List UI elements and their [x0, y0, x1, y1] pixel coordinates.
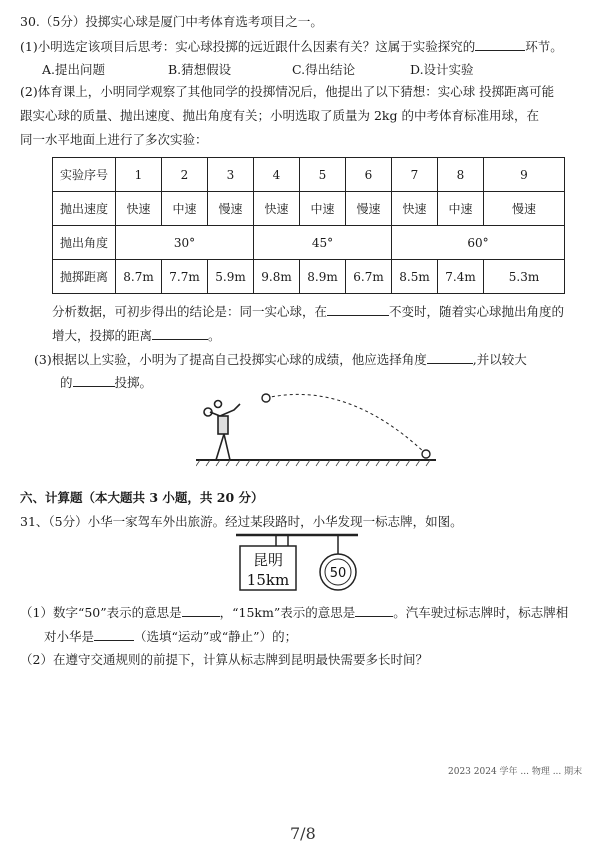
part3-text: 投掷。 [114, 375, 153, 390]
table-row-angle [53, 226, 565, 260]
sign-distance: 15km [246, 571, 290, 589]
table-cell: 3 [208, 158, 254, 192]
section-6-heading: 六、计算题（本大题共 3 小题，共 20 分） [20, 490, 264, 505]
q31-part1-line2 [44, 628, 297, 645]
q30-header: 30.（5分）投掷实心球是厦门中考体育选考项目之一。 [20, 14, 323, 29]
q31-part2: （2）在遵守交通规则的前提下，计算从标志牌到昆明最快需要多长时间？ [20, 652, 428, 667]
q30-part3-line2 [60, 374, 152, 391]
option-d: D.设计实验 [410, 62, 474, 77]
analysis-text: 不变时，随着实心球抛出角度的 [389, 304, 565, 319]
table-cell: 慢速 [346, 192, 392, 226]
ball-throw-illustration [196, 390, 446, 470]
table-cell: 中速 [162, 192, 208, 226]
table-row-distance [53, 260, 565, 294]
table-cell: 45° [254, 226, 392, 260]
sign-speed-limit: 50 [329, 566, 347, 581]
answer-blank[interactable] [152, 327, 208, 340]
answer-blank[interactable] [355, 604, 393, 617]
table-cell: 9.8m [254, 260, 300, 294]
sign-city: 昆明 [252, 551, 284, 569]
q30-part3-line1 [34, 351, 527, 368]
analysis-text: 分析数据，可初步得出的结论是：同一实心球，在 [52, 304, 328, 319]
answer-blank[interactable] [427, 351, 473, 364]
experiment-table [52, 157, 565, 294]
table-cell: 中速 [438, 192, 484, 226]
table-cell: 7.7m [162, 260, 208, 294]
table-cell: 30° [116, 226, 254, 260]
answer-blank[interactable] [475, 38, 525, 51]
q30-analysis-line2 [52, 327, 221, 344]
table-cell: 7.4m [438, 260, 484, 294]
table-cell: 中速 [300, 192, 346, 226]
table-cell: 8.7m [116, 260, 162, 294]
q31-header: 31、（5分）小华一家驾车外出旅游。经过某段路时，小华发现一标志牌，如图。 [20, 514, 463, 529]
table-cell: 2 [162, 158, 208, 192]
q30-part1-text: (1)小明选定该项目后思考：实心球投掷的远近跟什么因素有关？这属于实验探究的 [20, 39, 476, 54]
table-cell: 慢速 [208, 192, 254, 226]
road-sign-illustration [228, 532, 368, 594]
option-b: B.猜想假设 [168, 62, 232, 77]
q31-text: ，“15km”表示的意思是 [219, 605, 356, 620]
answer-blank[interactable] [327, 303, 389, 316]
q31-part1-line1 [20, 604, 568, 621]
option-a: A.提出问题 [42, 62, 106, 77]
table-cell: 9 [484, 158, 565, 192]
thrower-figure [204, 401, 240, 461]
q30-part1-tail: 环节。 [525, 39, 563, 54]
part3-text: (3)根据以上实验，小明为了提高自己投掷实心球的成绩，他应选择角度 [34, 352, 427, 367]
q30-part1 [20, 38, 563, 55]
table-cell: 5.3m [484, 260, 565, 294]
answer-blank[interactable] [182, 604, 220, 617]
table-row-number [53, 158, 565, 192]
table-cell: 快速 [392, 192, 438, 226]
row-label: 抛掷距离 [53, 260, 116, 294]
table-cell: 1 [116, 158, 162, 192]
part3-text: 的 [60, 375, 73, 390]
table-cell: 8 [438, 158, 484, 192]
table-cell: 快速 [254, 192, 300, 226]
q30-part2-line1: (2)体育课上，小明同学观察了其他同学的投掷情况后，他提出了以下猜想：实心球 投掷距离可能 [20, 84, 555, 99]
q31-text: （1）数字“50”表示的意思是 [20, 605, 182, 620]
row-label: 抛出角度 [53, 226, 116, 260]
row-label: 抛出速度 [53, 192, 116, 226]
table-row-speed [53, 192, 565, 226]
q31-text: （选填“运动”或“静止”）的； [134, 629, 298, 644]
q30-part2-line2: 跟实心球的质量、抛出速度、抛出角度有关；小明选取了质量为 2kg 的中考体育标准用球，在 [20, 108, 539, 123]
table-cell: 60° [392, 226, 565, 260]
table-cell: 快速 [116, 192, 162, 226]
page-number: 7/8 [290, 824, 316, 843]
table-cell: 6.7m [346, 260, 392, 294]
answer-blank[interactable] [94, 628, 134, 641]
table-cell: 慢速 [484, 192, 565, 226]
q31-text: 对小华是 [44, 629, 95, 644]
q31-text: 。汽车驶过标志牌时，标志牌相 [393, 605, 569, 620]
table-cell: 8.9m [300, 260, 346, 294]
table-cell: 7 [392, 158, 438, 192]
part3-text: ,并以较大 [472, 352, 527, 367]
analysis-text: 。 [208, 328, 221, 343]
footer-exam-title: 2023 2024 学年 ... 物理 ... 期末 [448, 767, 583, 777]
table-cell: 6 [346, 158, 392, 192]
row-label: 实验序号 [53, 158, 116, 192]
table-cell: 4 [254, 158, 300, 192]
option-c: C.得出结论 [292, 62, 356, 77]
q30-analysis-line1 [52, 303, 564, 320]
analysis-text: 增大，投掷的距离 [52, 328, 153, 343]
table-cell: 5.9m [208, 260, 254, 294]
q30-part2-line3: 同一水平地面上进行了多次实验： [20, 132, 208, 147]
table-cell: 8.5m [392, 260, 438, 294]
table-cell: 5 [300, 158, 346, 192]
answer-blank[interactable] [73, 374, 115, 387]
